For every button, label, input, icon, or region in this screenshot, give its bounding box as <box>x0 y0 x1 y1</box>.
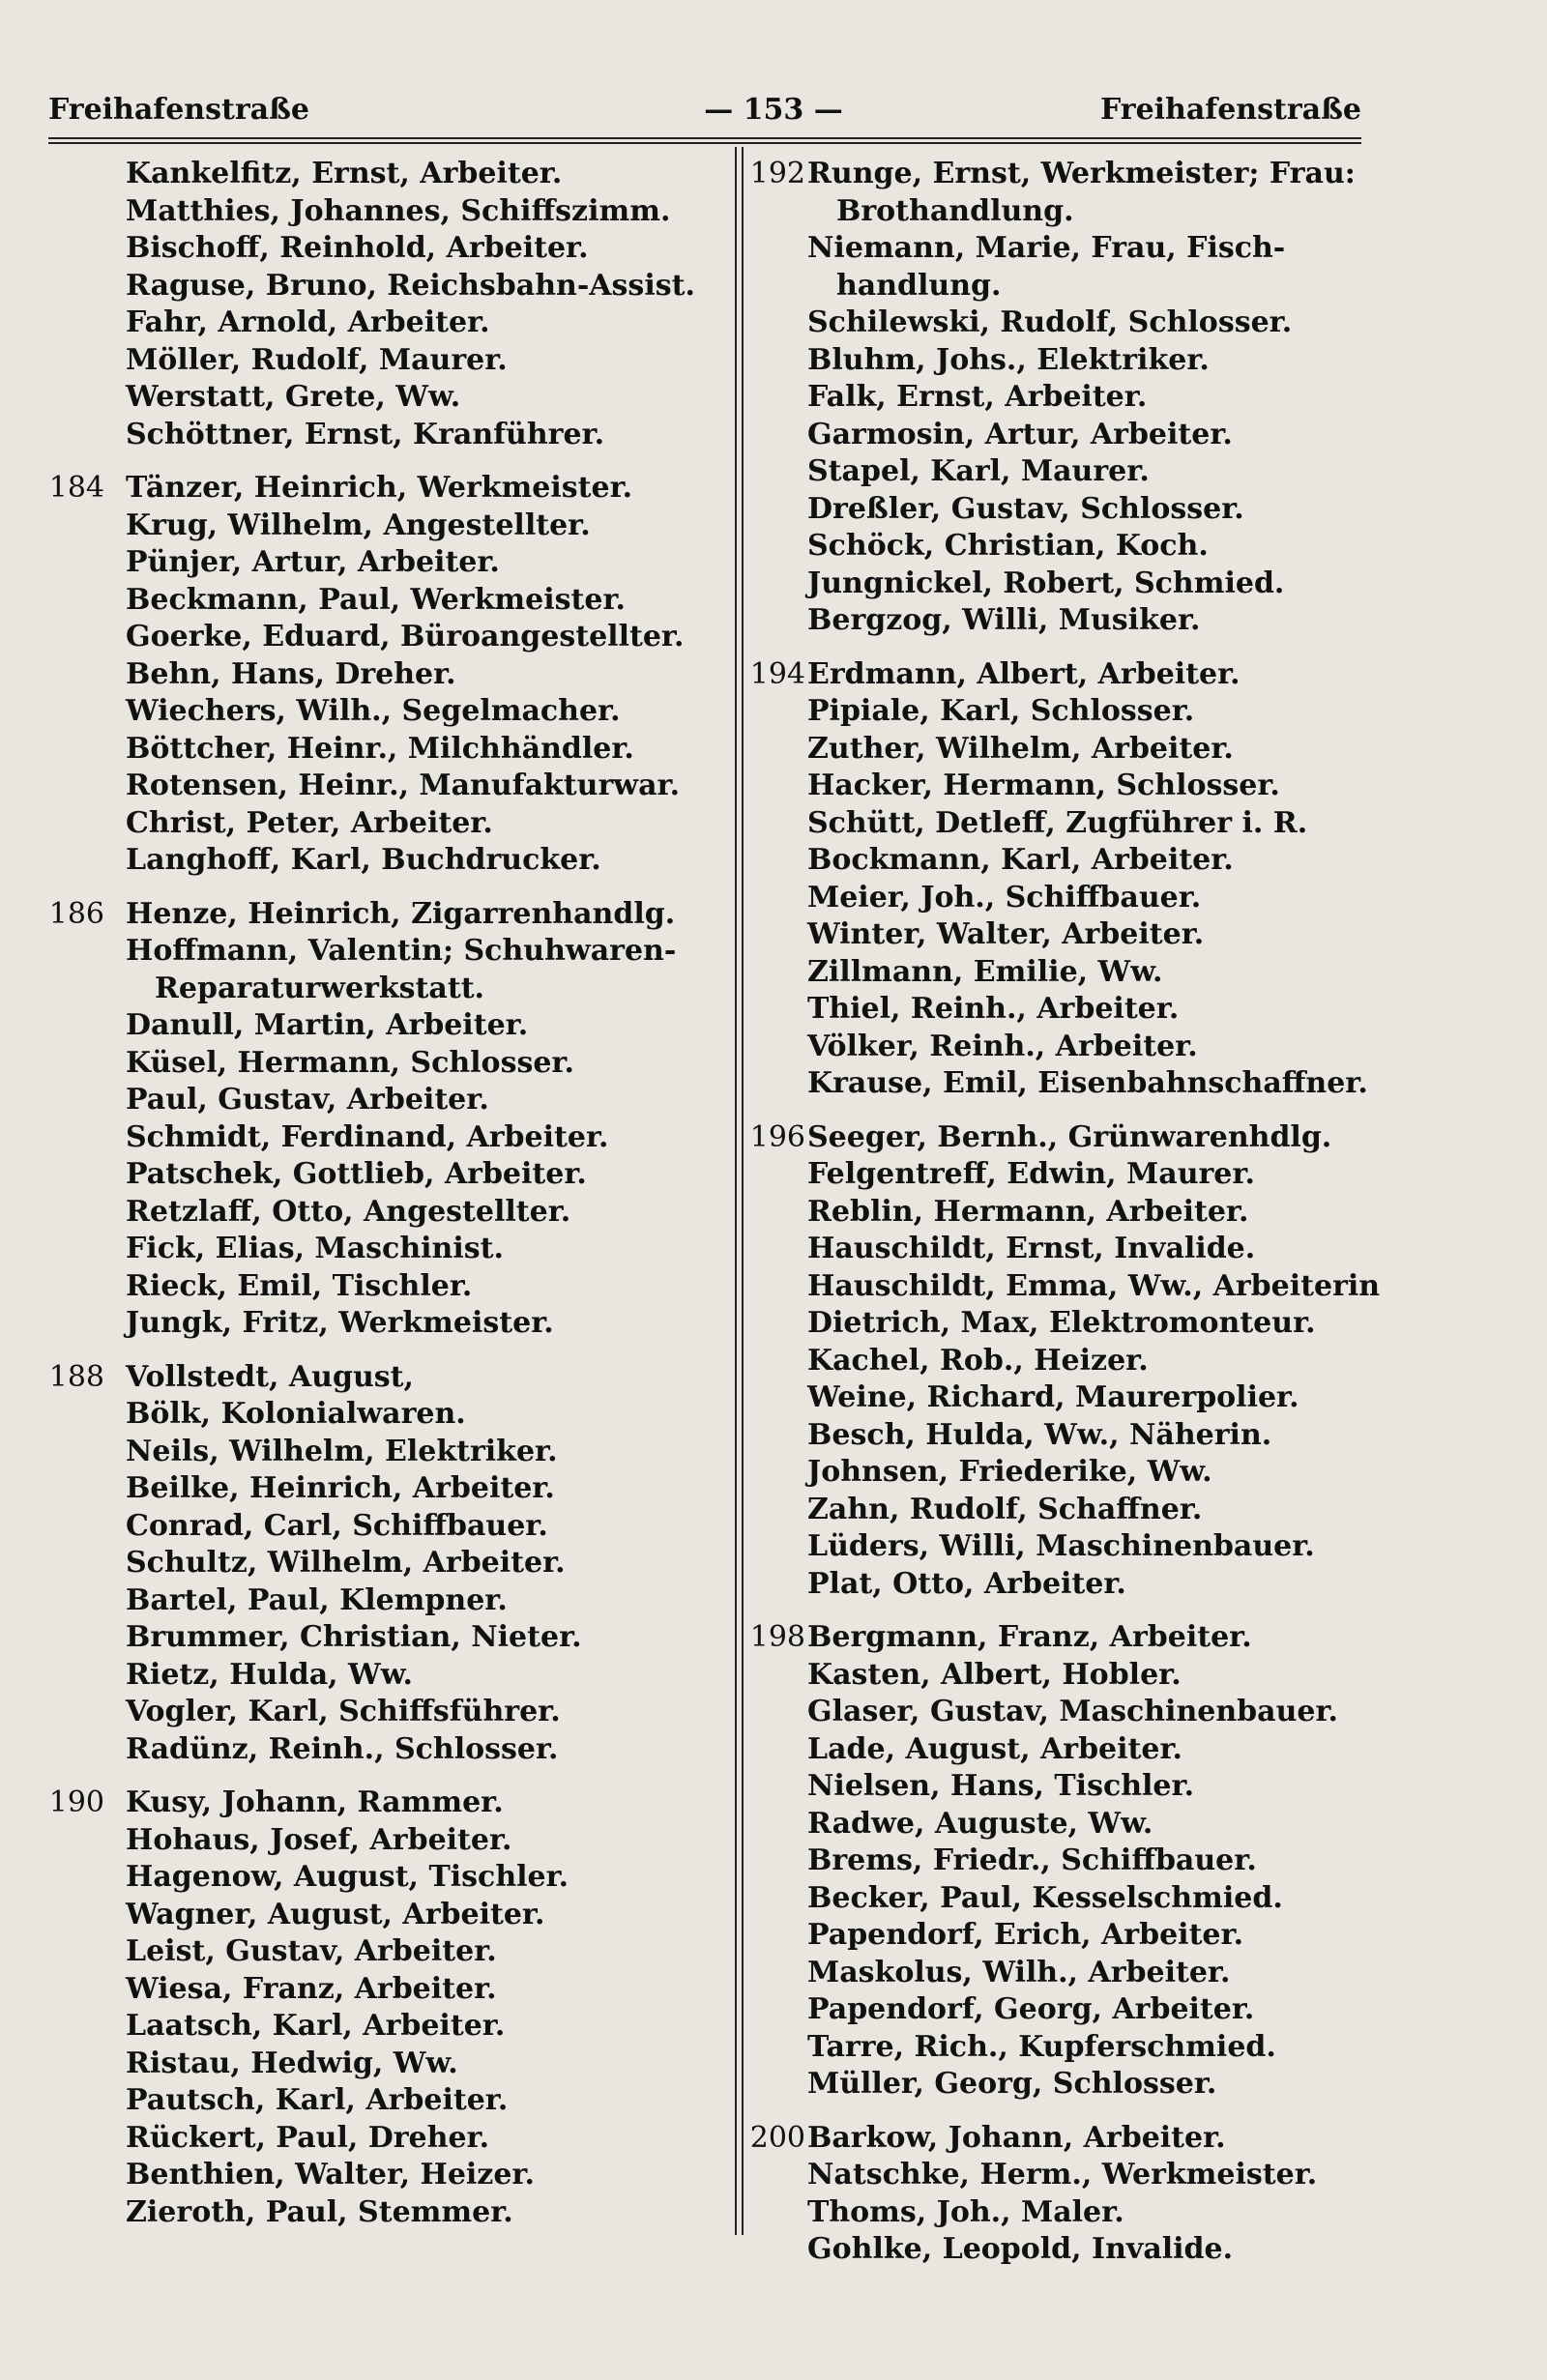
directory-entry <box>749 693 1368 731</box>
directory-entry <box>749 1955 1368 1992</box>
resident-text: Raguse, Bruno, Reichsbahn-Assist. <box>126 268 695 303</box>
resident-text: Radwe, Auguste, Ww. <box>807 1806 1153 1841</box>
directory-entry <box>48 1897 715 1934</box>
resident-text: Brummer, Christian, Nieter. <box>126 1620 582 1654</box>
resident-text: Garmosin, Artur, Arbeiter. <box>807 417 1233 451</box>
resident-text: Fick, Elias, Maschinist. <box>126 1232 504 1265</box>
directory-entry <box>749 268 1368 305</box>
resident-text: Tarre, Rich., Kupferschmied. <box>807 2029 1276 2064</box>
directory-entry <box>48 193 715 231</box>
column-divider-left <box>735 147 737 2235</box>
directory-entry <box>48 1007 715 1045</box>
directory-entry <box>48 656 715 694</box>
resident-text: Wiesa, Franz, Arbeiter. <box>126 1971 497 2006</box>
resident-text: Brems, Friedr., Schiffbauer. <box>807 1843 1257 1877</box>
resident-text: Thiel, Reinh., Arbeiter. <box>807 992 1180 1026</box>
directory-entry <box>749 602 1368 640</box>
resident-text: Bartel, Paul, Klempner. <box>126 1582 508 1617</box>
directory-entry <box>749 954 1368 992</box>
resident-text: Niemann, Marie, Frau, Fisch- <box>807 231 1286 265</box>
header-street-right: Freihafenstraße <box>1100 93 1361 127</box>
directory-entry <box>749 1843 1368 1880</box>
resident-text: Rietz, Hulda, Ww. <box>126 1657 413 1692</box>
resident-text: Pautsch, Karl, Arbeiter. <box>126 2083 509 2117</box>
resident-text: Hagenow, August, Tischler. <box>126 1860 569 1894</box>
resident-text: Natschke, Herm., Werkmeister. <box>807 2158 1318 2191</box>
resident-text: Benthien, Walter, Heizer. <box>126 2158 535 2191</box>
resident-text: Retzlaff, Otto, Angestellter. <box>126 1194 571 1229</box>
resident-text: Paul, Gustav, Arbeiter. <box>126 1083 489 1117</box>
directory-entry <box>48 971 715 1008</box>
directory-entry <box>749 1156 1368 1194</box>
directory-entry <box>48 156 715 193</box>
resident-text: Rückert, Paul, Dreher. <box>126 2120 490 2155</box>
directory-entry <box>48 1268 715 1306</box>
resident-text: Pipiale, Karl, Schlosser. <box>807 694 1195 728</box>
directory-entry <box>749 566 1368 603</box>
resident-text: Beilke, Heinrich, Arbeiter. <box>126 1471 555 1505</box>
resident-text: Kasten, Albert, Hobler. <box>807 1657 1182 1692</box>
resident-text: Radünz, Reinh., Schlosser. <box>126 1731 559 1766</box>
directory-entry <box>48 1396 715 1434</box>
resident-text: Hauschildt, Emma, Ww., Arbeiterin <box>807 1268 1381 1303</box>
directory-entry <box>48 1305 715 1343</box>
directory-entry <box>749 453 1368 491</box>
resident-text: Christ, Peter, Arbeiter. <box>126 805 493 840</box>
resident-text: Danull, Martin, Arbeiter. <box>126 1008 529 1042</box>
resident-text: Böttcher, Heinr., Milchhändler. <box>126 731 634 766</box>
resident-text: Becker, Paul, Kesselschmied. <box>807 1880 1283 1915</box>
directory-entry <box>48 1545 715 1582</box>
resident-text: Zillmann, Emilie, Ww. <box>807 954 1163 989</box>
directory-entry <box>749 2194 1368 2232</box>
resident-text: Plat, Otto, Arbeiter. <box>807 1566 1126 1601</box>
directory-entry <box>48 619 715 656</box>
resident-text: Brothandlung. <box>836 193 1074 228</box>
directory-entry <box>749 230 1368 268</box>
directory-entry <box>48 1619 715 1657</box>
directory-entry <box>48 1470 715 1508</box>
resident-text: Schöck, Christian, Koch. <box>807 529 1209 563</box>
directory-entry <box>749 2231 1368 2269</box>
resident-text: Leist, Gustav, Arbeiter. <box>126 1934 497 1968</box>
directory-entry <box>48 582 715 620</box>
directory-entry <box>749 1566 1368 1604</box>
resident-text: Wagner, August, Arbeiter. <box>126 1897 545 1931</box>
resident-text: Völker, Reinh., Arbeiter. <box>807 1029 1198 1063</box>
resident-text: Conrad, Carl, Schiffbauer. <box>126 1508 548 1543</box>
resident-text: Zuther, Wilhelm, Arbeiter. <box>807 731 1234 766</box>
resident-text: Lade, August, Arbeiter. <box>807 1731 1182 1766</box>
resident-text: Bergzog, Willi, Musiker. <box>807 603 1201 637</box>
resident-text: Goerke, Eduard, Büroangestellter. <box>126 620 685 653</box>
resident-text: Schilewski, Rudolf, Schlosser. <box>807 305 1293 339</box>
resident-text: Reparaturwerkstatt. <box>155 971 485 1005</box>
directory-entry <box>48 1933 715 1971</box>
directory-entry <box>749 1231 1368 1268</box>
directory-entry <box>749 1528 1368 1566</box>
resident-text: Dietrich, Max, Elektromonteur. <box>807 1306 1316 1340</box>
house-number: 200 <box>749 2120 805 2155</box>
directory-entry <box>48 2008 715 2046</box>
directory-entry <box>749 731 1368 769</box>
resident-text: Werstatt, Grete, Ww. <box>126 380 461 414</box>
directory-entry <box>749 916 1368 954</box>
resident-text: handlung. <box>836 268 1002 303</box>
directory-entry <box>749 991 1368 1029</box>
resident-text: Müller, Georg, Schlosser. <box>807 2067 1217 2101</box>
directory-entry <box>48 342 715 380</box>
house-number: 188 <box>48 1359 104 1394</box>
directory-entry <box>749 1065 1368 1103</box>
directory-entry <box>48 1434 715 1471</box>
directory-entry <box>48 1045 715 1083</box>
directory-entry <box>749 1379 1368 1417</box>
resident-text: Lüders, Willi, Maschinenbauer. <box>807 1529 1315 1563</box>
resident-text: Ristau, Hedwig, Ww. <box>126 2046 458 2080</box>
directory-entry <box>749 2029 1368 2067</box>
resident-text: Reblin, Hermann, Arbeiter. <box>807 1194 1249 1229</box>
directory-entry <box>749 1991 1368 2029</box>
directory-entry <box>749 768 1368 805</box>
directory-entry <box>48 305 715 342</box>
directory-entry <box>749 491 1368 529</box>
directory-entry <box>749 1917 1368 1955</box>
directory-entry <box>48 268 715 305</box>
directory-entry <box>749 880 1368 917</box>
directory-entry <box>749 1619 1368 1657</box>
directory-entry <box>749 1492 1368 1529</box>
directory-entry <box>48 768 715 805</box>
page-number: — 153 — <box>704 93 843 127</box>
header-rule-bottom <box>48 142 1361 144</box>
directory-entry <box>749 1417 1368 1455</box>
directory-entry <box>48 933 715 971</box>
resident-text: Thoms, Joh., Maler. <box>807 2194 1124 2229</box>
directory-entry <box>48 2157 715 2194</box>
directory-entry <box>749 1194 1368 1232</box>
resident-text: Langhoff, Karl, Buchdrucker. <box>126 843 601 877</box>
resident-text: Dreßler, Gustav, Schlosser. <box>807 491 1244 526</box>
resident-text: Glaser, Gustav, Maschinenbauer. <box>807 1695 1338 1728</box>
resident-text: Johnsen, Friederike, Ww. <box>807 1455 1212 1489</box>
directory-entry <box>48 1082 715 1119</box>
resident-text: Krug, Wilhelm, Angestellter. <box>126 508 591 542</box>
resident-text: Falk, Ernst, Arbeiter. <box>807 380 1148 414</box>
resident-text: Tänzer, Heinrich, Werkmeister. <box>126 471 633 505</box>
house-number: 184 <box>48 471 104 505</box>
resident-text: Pünjer, Artur, Arbeiter. <box>126 545 500 579</box>
resident-text: Bockmann, Karl, Arbeiter. <box>807 843 1234 877</box>
directory-entry <box>749 1454 1368 1492</box>
directory-entry <box>749 156 1368 193</box>
directory-entry <box>48 379 715 417</box>
resident-text: Krause, Emil, Eisenbahnschaffner. <box>807 1066 1368 1100</box>
directory-entry <box>749 1880 1368 1918</box>
directory-entry <box>48 544 715 582</box>
resident-text: Patschek, Gottlieb, Arbeiter. <box>126 1157 587 1191</box>
directory-entry <box>749 656 1368 694</box>
resident-text: Kankelfitz, Ernst, Arbeiter. <box>126 157 563 190</box>
directory-entry <box>48 508 715 545</box>
resident-text: Küsel, Hermann, Schlosser. <box>126 1045 574 1080</box>
resident-text: Henze, Heinrich, Zigarrenhandlg. <box>126 896 676 931</box>
directory-entry <box>749 1731 1368 1769</box>
resident-text: Hauschildt, Ernst, Invalide. <box>807 1232 1256 1265</box>
directory-entry <box>749 1768 1368 1806</box>
resident-text: Meier, Joh., Schiffbauer. <box>807 880 1202 914</box>
resident-text: Zieroth, Paul, Stemmer. <box>126 2194 513 2229</box>
directory-entry <box>48 1859 715 1897</box>
resident-text: Seeger, Bernh., Grünwarenhdlg. <box>807 1119 1332 1154</box>
resident-text: Erdmann, Albert, Arbeiter. <box>807 656 1241 691</box>
directory-entry <box>749 1305 1368 1343</box>
resident-text: Jungk, Fritz, Werkmeister. <box>126 1306 554 1340</box>
resident-text: Rieck, Emil, Tischler. <box>126 1268 473 1303</box>
resident-text: Schütt, Detleff, Zugführer i. R. <box>807 805 1308 840</box>
directory-entry <box>48 417 715 454</box>
resident-text: Maskolus, Wilh., Arbeiter. <box>807 1955 1231 1989</box>
resident-text: Nielsen, Hans, Tischler. <box>807 1769 1195 1803</box>
directory-entry <box>749 2066 1368 2104</box>
header-street-left: Freihafenstraße <box>48 93 309 127</box>
resident-text: Winter, Walter, Arbeiter. <box>807 917 1205 951</box>
directory-entry <box>749 193 1368 231</box>
resident-text: Felgentreff, Edwin, Maurer. <box>807 1157 1255 1191</box>
resident-text: Runge, Ernst, Werkmeister; Frau: <box>807 157 1356 190</box>
directory-entry <box>749 1343 1368 1380</box>
resident-text: Weine, Richard, Maurerpolier. <box>807 1380 1299 1414</box>
resident-text: Vollstedt, August, <box>126 1359 414 1394</box>
directory-entry <box>749 805 1368 843</box>
directory-entry <box>48 1508 715 1546</box>
directory-entry <box>749 1806 1368 1843</box>
directory-entry <box>48 731 715 769</box>
resident-text: Behn, Hans, Dreher. <box>126 656 456 691</box>
resident-text: Schöttner, Ernst, Kranführer. <box>126 417 605 451</box>
resident-text: Stapel, Karl, Maurer. <box>807 454 1150 488</box>
directory-entry <box>48 1194 715 1232</box>
directory-entry <box>749 1029 1368 1066</box>
directory-entry <box>48 1731 715 1769</box>
resident-text: Möller, Rudolf, Maurer. <box>126 342 508 377</box>
directory-entry <box>48 1971 715 2009</box>
resident-text: Hohaus, Josef, Arbeiter. <box>126 1822 512 1857</box>
resident-text: Matthies, Johannes, Schiffszimm. <box>126 193 671 228</box>
resident-text: Jungnickel, Robert, Schmied. <box>807 566 1285 600</box>
directory-entry <box>749 379 1368 417</box>
directory-entry <box>48 1156 715 1194</box>
resident-text: Gohlke, Leopold, Invalide. <box>807 2232 1234 2266</box>
directory-entry <box>48 1822 715 1860</box>
directory-entry <box>48 896 715 934</box>
directory-entry <box>749 1268 1381 1306</box>
directory-entry <box>48 805 715 843</box>
resident-text: Hoffmann, Valentin; Schuhwaren- <box>126 934 677 968</box>
directory-entry <box>48 1231 715 1268</box>
resident-text: Bischoff, Reinhold, Arbeiter. <box>126 231 589 265</box>
resident-text: Beckmann, Paul, Werkmeister. <box>126 582 626 617</box>
directory-entry <box>48 2120 715 2158</box>
directory-entry <box>749 842 1368 880</box>
house-number: 198 <box>749 1620 805 1654</box>
directory-entry <box>48 1359 715 1397</box>
resident-text: Barkow, Johann, Arbeiter. <box>807 2120 1226 2155</box>
resident-text: Papendorf, Erich, Arbeiter. <box>807 1918 1244 1952</box>
resident-text: Schmidt, Ferdinand, Arbeiter. <box>126 1119 609 1154</box>
resident-text: Laatsch, Karl, Arbeiter. <box>126 2009 506 2043</box>
directory-entry <box>48 2194 715 2232</box>
directory-entry <box>48 2082 715 2120</box>
directory-entry <box>749 417 1368 454</box>
resident-text: Hacker, Hermann, Schlosser. <box>807 769 1280 802</box>
directory-entry <box>48 1785 715 1822</box>
right-column <box>749 156 1381 2269</box>
house-number: 186 <box>48 896 104 931</box>
house-number: 194 <box>749 656 805 691</box>
house-number: 196 <box>749 1119 805 1154</box>
house-number: 192 <box>749 157 805 190</box>
directory-entry <box>48 842 715 880</box>
resident-text: Fahr, Arnold, Arbeiter. <box>126 305 490 339</box>
directory-entry <box>48 230 715 268</box>
resident-text: Schultz, Wilhelm, Arbeiter. <box>126 1546 566 1580</box>
resident-text: Papendorf, Georg, Arbeiter. <box>807 1992 1255 2026</box>
directory-entry <box>749 528 1368 566</box>
column-divider-right <box>742 147 744 2235</box>
resident-text: Vogler, Karl, Schiffsführer. <box>126 1695 561 1728</box>
directory-entry <box>749 1694 1368 1731</box>
resident-text: Rotensen, Heinr., Manufakturwar. <box>126 769 681 802</box>
directory-entry <box>749 1657 1368 1695</box>
directory-entry <box>749 2120 1368 2158</box>
directory-entry <box>48 693 715 731</box>
resident-text: Bölk, Kolonialwaren. <box>126 1397 466 1431</box>
resident-text: Kachel, Rob., Heizer. <box>807 1343 1149 1378</box>
directory-entry <box>48 1119 715 1157</box>
header-rule-top <box>48 137 1361 139</box>
resident-text: Bluhm, Johs., Elektriker. <box>807 342 1210 377</box>
directory-entry <box>48 1657 715 1695</box>
resident-text: Kusy, Johann, Rammer. <box>126 1785 504 1819</box>
directory-entry <box>749 342 1368 380</box>
directory-entry <box>48 1582 715 1620</box>
left-column <box>48 156 715 2231</box>
resident-text: Bergmann, Franz, Arbeiter. <box>807 1620 1252 1654</box>
house-number: 190 <box>48 1785 104 1819</box>
resident-text: Neils, Wilhelm, Elektriker. <box>126 1434 558 1468</box>
directory-entry <box>749 305 1368 342</box>
directory-entry <box>749 2157 1368 2194</box>
resident-text: Besch, Hulda, Ww., Näherin. <box>807 1417 1272 1452</box>
directory-entry <box>749 1119 1368 1157</box>
directory-entry <box>48 2046 715 2083</box>
resident-text: Wiechers, Wilh., Segelmacher. <box>126 694 621 728</box>
resident-text: Zahn, Rudolf, Schaffner. <box>807 1492 1203 1526</box>
directory-entry <box>48 470 715 508</box>
directory-entry <box>48 1694 715 1731</box>
